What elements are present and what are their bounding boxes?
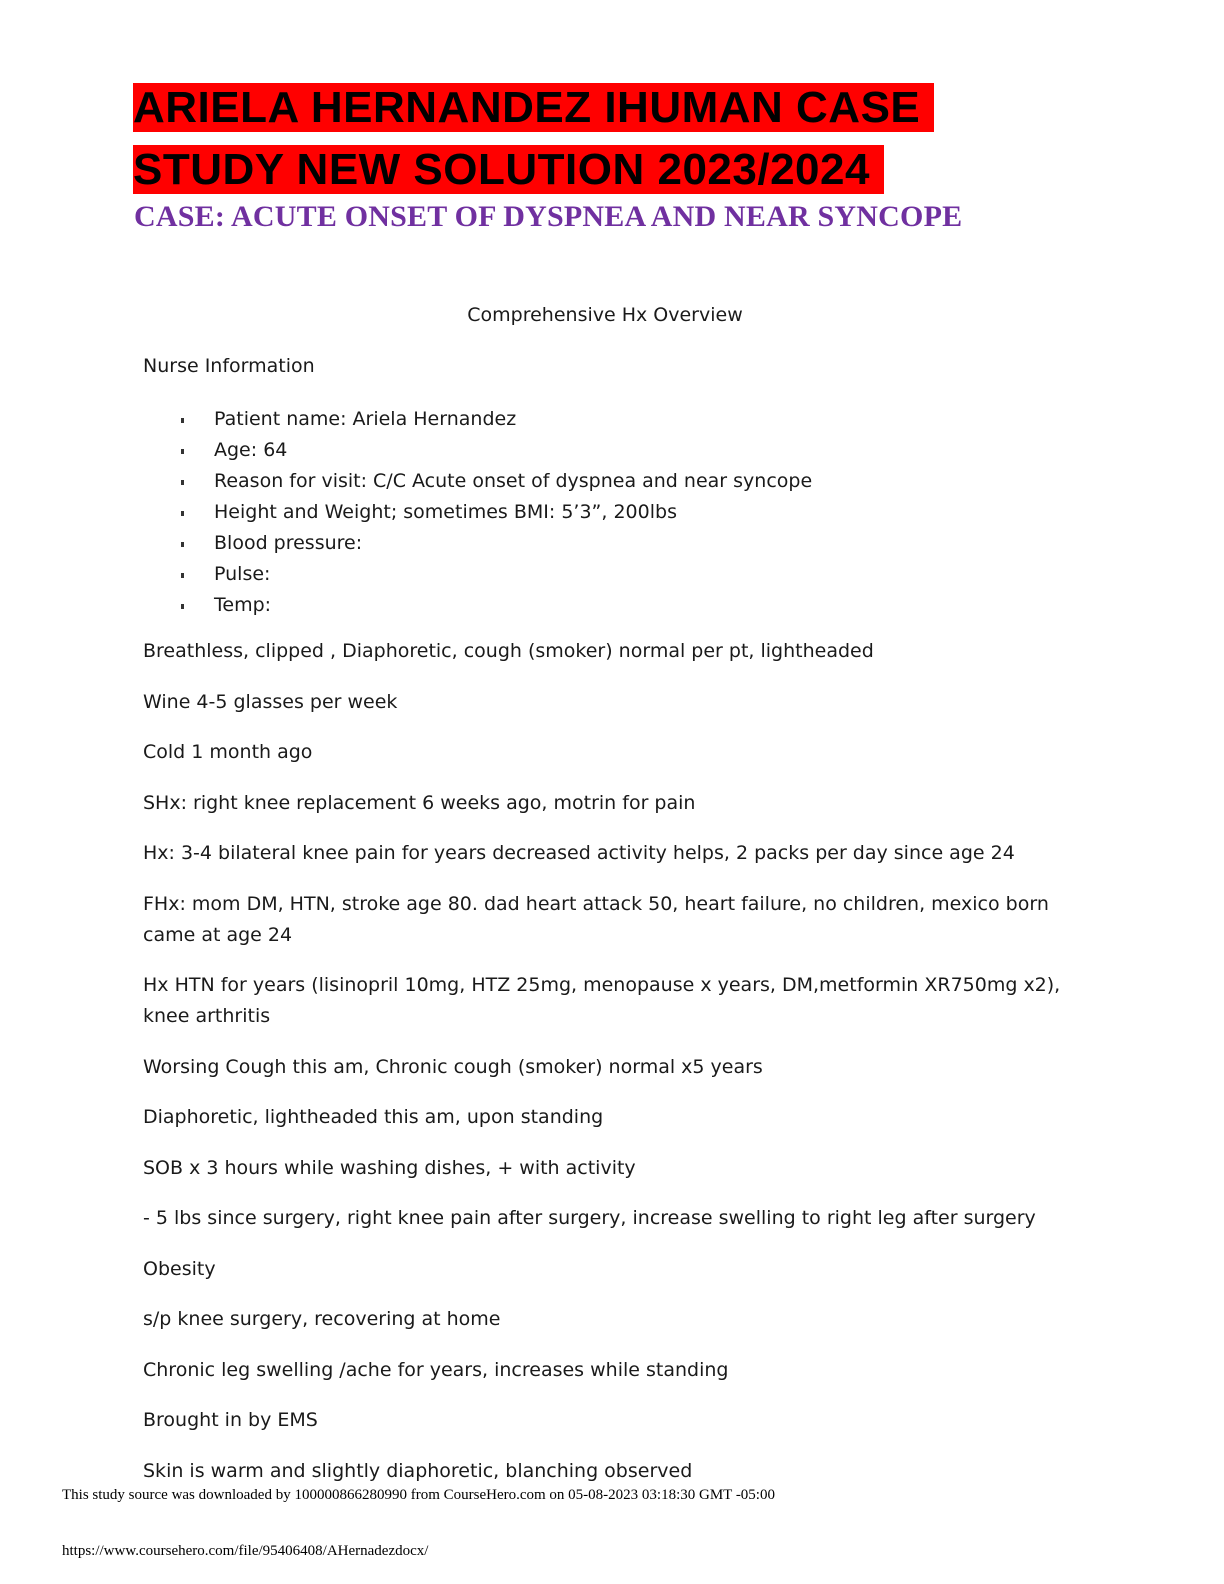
note-paragraph: Skin is warm and slightly diaphoretic, blanching observed — [143, 1459, 693, 1482]
bullet-icon — [181, 511, 184, 516]
note-paragraph: Worsing Cough this am, Chronic cough (smoker) normal x5 years — [143, 1055, 763, 1078]
list-item: Blood pressure: — [143, 528, 812, 559]
overview-heading: Comprehensive Hx Overview — [467, 304, 743, 326]
note-paragraph: Breathless, clipped , Diaphoretic, cough (smoker) normal per pt, lightheaded — [143, 640, 874, 662]
list-item: Height and Weight; sometimes BMI: 5’3”, 200lbs — [143, 497, 812, 528]
note-paragraph: Hx: 3-4 bilateral knee pain for years decreased activity helps, 2 packs per day since age 24 — [143, 842, 1015, 864]
bullet-icon — [181, 480, 184, 485]
source-url-footer: https://www.coursehero.com/file/95406408/AHernadezdocx/ — [62, 1543, 429, 1559]
list-item: Reason for visit: C/C Acute onset of dyspnea and near syncope — [143, 466, 812, 497]
bullet-icon — [181, 573, 184, 578]
bullet-icon — [181, 542, 184, 547]
banner-line-2: STUDY NEW SOLUTION 2023/2024 — [133, 139, 934, 201]
bullet-icon — [181, 449, 184, 454]
note-paragraph: Chronic leg swelling /ache for years, increases while standing — [143, 1358, 729, 1381]
note-paragraph: SHx: right knee replacement 6 weeks ago, motrin for pain — [143, 791, 696, 814]
list-item: Pulse: — [143, 559, 812, 590]
case-title: CASE: ACUTE ONSET OF DYSPNEA AND NEAR SYNCOPE — [134, 200, 963, 233]
nurse-information-heading: Nurse Information — [143, 355, 315, 377]
note-paragraph: Cold 1 month ago — [143, 741, 313, 763]
list-item: Temp: — [143, 590, 812, 621]
note-paragraph: Obesity — [143, 1257, 216, 1280]
note-paragraph: FHx: mom DM, HTN, stroke age 80. dad heart attack 50, heart failure, no children, mexico born came at age 24 — [143, 892, 1049, 946]
list-item: Patient name: Ariela Hernandez — [143, 404, 812, 435]
list-item: Age: 64 — [143, 435, 812, 466]
nurse-information-list — [143, 404, 812, 621]
banner-line-1: ARIELA HERNANDEZ IHUMAN CASE — [133, 77, 934, 139]
title-banner — [133, 77, 934, 201]
note-paragraph: SOB x 3 hours while washing dishes, + with activity — [143, 1156, 636, 1179]
bullet-icon — [181, 604, 184, 609]
note-paragraph: Wine 4-5 glasses per week — [143, 690, 398, 713]
note-paragraph: s/p knee surgery, recovering at home — [143, 1308, 501, 1330]
note-paragraph: Hx HTN for years (lisinopril 10mg, HTZ 25mg, menopause x years, DM,metformin XR750mg x2), knee arthritis — [143, 974, 1061, 1027]
bullet-icon — [181, 418, 184, 423]
note-paragraph: - 5 lbs since surgery, right knee pain after surgery, increase swelling to right leg after surgery — [143, 1207, 1036, 1229]
note-paragraph: Brought in by EMS — [143, 1409, 318, 1431]
download-source-footer: This study source was downloaded by 100000866280990 from CourseHero.com on 05-08-2023 03:18:30 GMT -05:00 — [62, 1487, 775, 1503]
history-notes — [143, 636, 1063, 1506]
note-paragraph: Diaphoretic, lightheaded this am, upon standing — [143, 1106, 604, 1128]
